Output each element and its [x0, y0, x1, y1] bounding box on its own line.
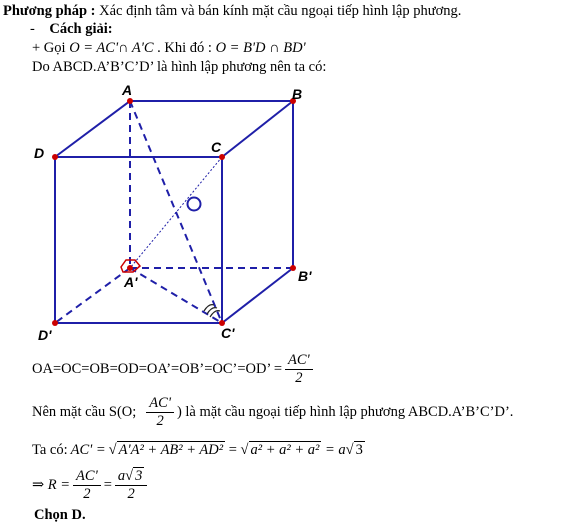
diagonal-AC1 [130, 101, 222, 323]
eq3-fraction-2: $\frac{a√ 3}{2}$ [115, 468, 147, 502]
eq3-num-1: AC' [73, 468, 101, 486]
s2-fraction [146, 395, 174, 429]
s2-num: AC' [146, 395, 174, 413]
label-A: A [122, 82, 133, 98]
goi-formula-2: O = B'D ∩ BD' [215, 40, 306, 56]
label-A1: A' [124, 274, 138, 290]
label-D: D [34, 145, 45, 161]
label-C1: C' [221, 325, 235, 341]
edge-BC [222, 101, 293, 157]
eq2-sqrt-2: a² + a² + a² [250, 442, 320, 458]
equation-1 [32, 352, 316, 386]
eq3-num-2-a: a [117, 468, 126, 484]
dash-bullet: - [30, 21, 50, 37]
edge-A1C1 [130, 268, 222, 323]
eq1-fraction [285, 352, 313, 386]
goi-mid: . Khi đó : [153, 40, 216, 56]
eq3-den-2: 2 [127, 485, 135, 502]
s2-suffix: ) là mặt cầu ngoại tiếp hình lập phương ABCD.A’B’C’D’. [176, 403, 514, 420]
edge-AD [55, 101, 130, 157]
hidden-edges [55, 101, 293, 323]
line-cube: Do ABCD.A’B’C’D’ là hình lập phương nên ta có: [32, 59, 327, 75]
eq1-den: 2 [295, 369, 303, 386]
method-label: Phương pháp : [3, 3, 96, 19]
eq2-ac: AC' = [70, 441, 106, 458]
sentence-2 [32, 395, 513, 429]
eq2-eq: = [225, 441, 241, 458]
eq3-fraction-1 [73, 468, 101, 502]
eq2-eq2: = a [321, 441, 346, 458]
eq1-num: AC' [285, 352, 313, 370]
eq1-lhs: OA=OC=OB=OD=OA’=OB’=OC’=OD’ = [32, 360, 283, 377]
diagonal-A1C [130, 157, 222, 268]
label-D1: D' [38, 327, 52, 343]
s2-den: 2 [156, 412, 164, 429]
eq2-sqrt-1: A'A² + AB² + AD² [118, 442, 224, 458]
cube-edges [55, 101, 293, 323]
goi-prefix: + Gọi [32, 40, 70, 56]
solution-label: Cách giải: [49, 21, 113, 37]
goi-formula-1: O = AC'∩ A'C [69, 40, 154, 56]
eq2-prefix: Ta có: [32, 441, 68, 458]
eq3-eq: = [103, 476, 112, 493]
label-B1: B' [298, 268, 312, 284]
eq3-den-1: 2 [83, 485, 91, 502]
method-text: Xác định tâm và bán kính mặt cầu ngoại tiếp hình lập phương. [95, 3, 462, 19]
answer: Chọn D. [34, 507, 86, 523]
equation-3 [32, 468, 150, 502]
label-C: C [211, 139, 222, 155]
center-O-circle [188, 198, 201, 211]
label-B: B [292, 86, 303, 102]
eq3-arrow: ⇒ R = [32, 476, 71, 493]
s2-prefix: Nên mặt cầu S(O; [32, 403, 137, 420]
eq2-sqrt-3: 3 [355, 442, 363, 458]
edge-A1D1 [55, 268, 130, 323]
eq3-num-2-sqrt: 3 [135, 468, 143, 484]
edge-B1C1 [222, 268, 293, 323]
equation-2: Ta có: AC' = √ A'A² + AB² + AD² = √ a² + a² + a² = a √ 3 [32, 441, 363, 458]
